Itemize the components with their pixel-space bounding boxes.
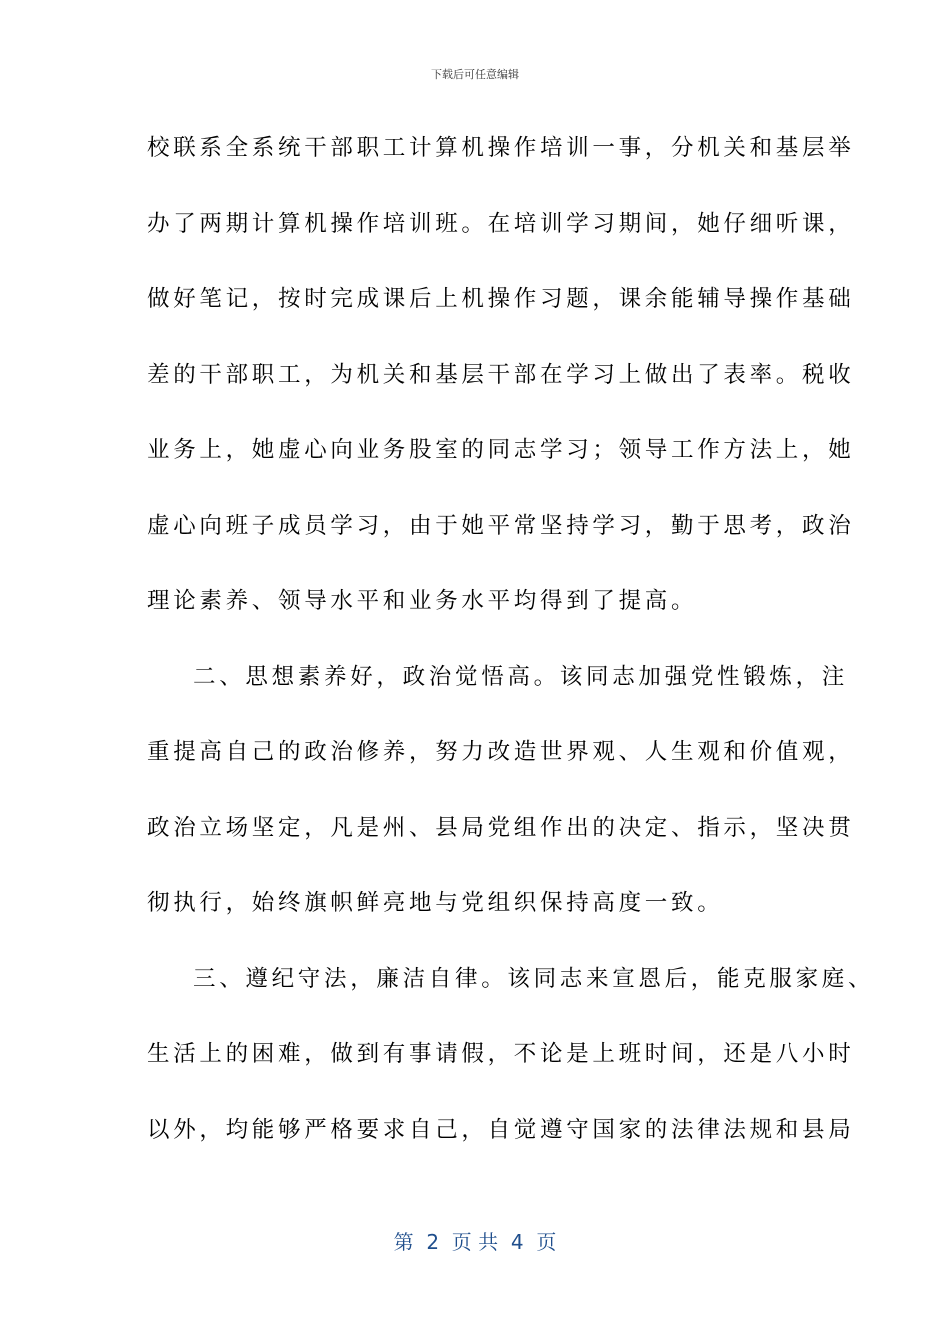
body-line: 政治立场坚定，凡是州、县局党组作出的决定、指示，坚决贯 xyxy=(147,814,855,841)
body-line: 重提高自己的政治修养，努力改造世界观、人生观和价值观， xyxy=(147,739,855,765)
paragraph-two-start: 二、思想素养好，政治觉悟高。该同志加强党性锻炼，注 xyxy=(193,663,849,690)
body-line: 以外，均能够严格要求自己，自觉遵守国家的法律法规和县局 xyxy=(147,1116,855,1143)
body-line: 差的干部职工，为机关和基层干部在学习上做出了表率。税收 xyxy=(147,361,855,388)
page-number-footer: 第 2 页 共 4 页 xyxy=(393,1230,557,1254)
body-line: 办了两期计算机操作培训班。在培训学习期间，她仔细听课， xyxy=(147,210,855,237)
page-header-note: 下载后可任意编辑 xyxy=(431,68,519,81)
body-line: 彻执行，始终旗帜鲜亮地与党组织保持高度一致。 xyxy=(147,890,724,916)
body-line: 理论素养、领导水平和业务水平均得到了提高。 xyxy=(147,588,698,614)
paragraph-three-start: 三、遵纪守法，廉洁自律。该同志来宣恩后，能克服家庭、 xyxy=(193,965,875,992)
body-line: 校联系全系统干部职工计算机操作培训一事，分机关和基层举 xyxy=(147,135,855,161)
document-body xyxy=(147,126,875,1183)
body-line: 生活上的困难，做到有事请假，不论是上班时间，还是八小时 xyxy=(147,1041,855,1067)
body-line: 做好笔记，按时完成课后上机操作习题，课余能辅导操作基础 xyxy=(147,286,855,312)
body-line: 虚心向班子成员学习，由于她平常坚持学习，勤于思考，政治 xyxy=(147,512,855,539)
body-line: 业务上，她虚心向业务股室的同志学习；领导工作方法上，她 xyxy=(147,437,855,463)
